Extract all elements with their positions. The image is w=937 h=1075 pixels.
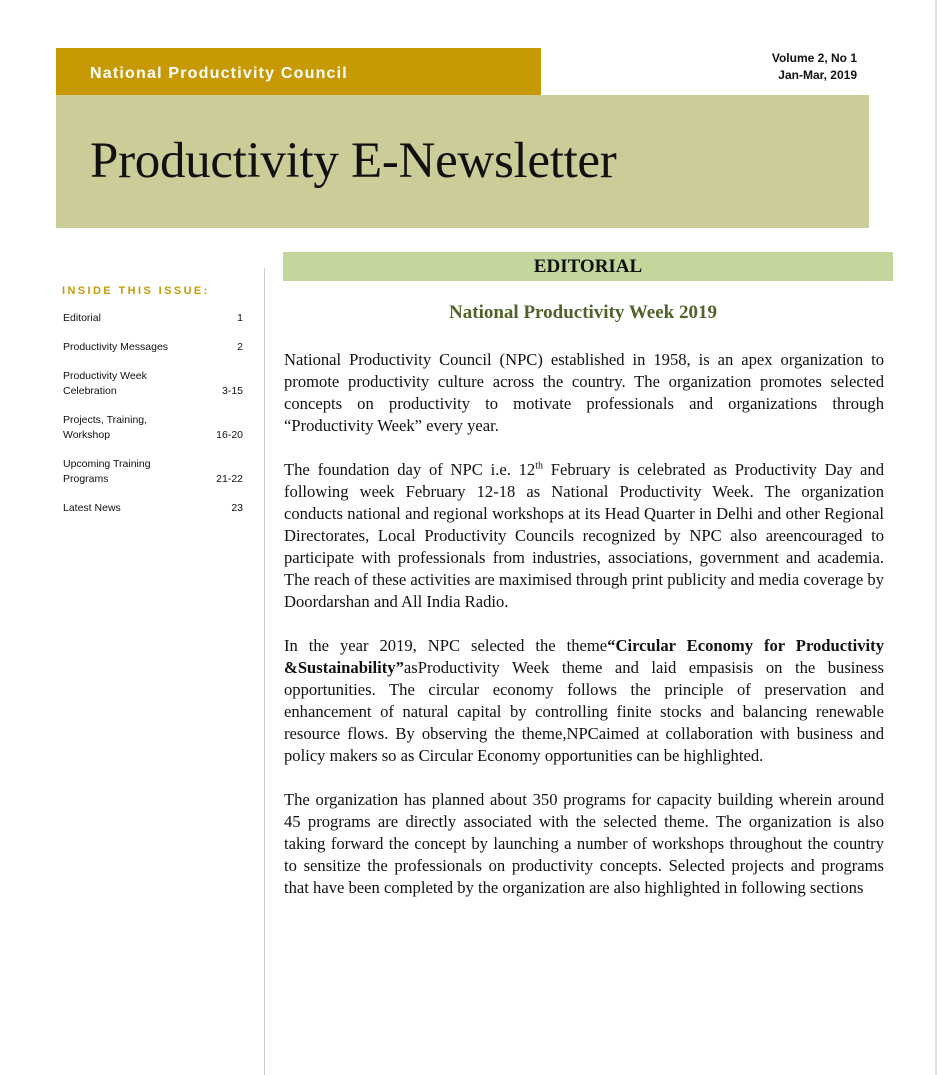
toc-item-page: 1 [237, 312, 243, 324]
toc-item-label: Productivity Messages [63, 341, 169, 353]
article-heading: National Productivity Week 2019 [449, 302, 717, 323]
org-name: National Productivity Council [90, 65, 348, 82]
toc-item-page: 2 [237, 341, 243, 353]
article-paragraph-1: National Productivity Council (NPC) established in 1958, is an apex organization to promote productivity culture across the country. The organization promotes selected concepts on productivity to motivate professionals and organizations through “Productivity Week” every year. [284, 350, 884, 435]
toc-item-upcoming-training[interactable] [63, 457, 243, 487]
period-label: Jan-Mar, 2019 [778, 68, 857, 82]
title-banner [56, 95, 869, 228]
editorial-article [284, 349, 884, 921]
toc-item-label: Projects, Training, Workshop [63, 414, 148, 441]
toc-item-label: Latest News [63, 502, 121, 514]
column-divider [264, 268, 265, 1075]
toc-item-page: 21-22 [216, 473, 243, 485]
newsletter-title: Productivity E-Newsletter [90, 133, 617, 189]
toc-item-label: Upcoming Training Programs [63, 458, 151, 485]
volume-label: Volume 2, No 1 [771, 51, 857, 65]
editorial-section-title: EDITORIAL [283, 252, 893, 281]
toc-item-page: 23 [231, 502, 243, 514]
toc-item-editorial[interactable] [63, 311, 243, 326]
inside-issue-heading: INSIDE THIS ISSUE: [62, 285, 210, 297]
table-of-contents [63, 311, 243, 516]
theme-name: “Circular Economy for Productivity &Sustainability” [284, 636, 884, 677]
article-paragraph-4: The organization has planned about 350 programs for capacity building wherein around 45 programs are directly associated with the selected theme. The organization is also taking forward the concept by launching a number of workshops throughout the country to sensitize the professionals on productivity concepts. Selected projects and programs that have been completed by the organization are also highlighted in following sections [284, 790, 884, 897]
org-name-banner [56, 48, 541, 95]
toc-item-label: Editorial [63, 312, 101, 324]
article-paragraph-3: In the year 2019, NPC selected the theme“Circular Economy for Productivity &Sustainability”asProductivity Week theme and laid empasisis on the business opportunities. The circular economy follows the principle of preservation and enhancement of natural capital by controlling finite stocks and balancing renewable resource flows. By observing the theme,NPCaimed at collaboration with business and policy makers so as Circular Economy opportunities can be highlighted. [284, 636, 884, 765]
toc-item-messages[interactable] [63, 340, 243, 355]
article-paragraph-2: The foundation day of NPC i.e. 12th February is celebrated as Productivity Day and following week February 12-18 as National Productivity Week. The organization conducts national and regional workshops at its Head Quarter in Delhi and other Regional Directorates, Local Productivity Councils recognized by NPC also areencouraged to participate with professionals from industries, associations, government and academia. The reach of these activities are maximised through print publicity and media coverage by Doordarshan and All India Radio. [284, 460, 884, 611]
toc-item-week-celebration[interactable] [63, 369, 243, 399]
toc-item-page: 3-15 [221, 385, 243, 397]
toc-item-latest-news[interactable] [63, 501, 243, 516]
toc-item-label: Productivity Week Celebration [63, 370, 147, 397]
toc-item-page: 16-20 [216, 429, 243, 441]
toc-item-projects[interactable] [63, 413, 243, 443]
issue-info [772, 50, 857, 84]
